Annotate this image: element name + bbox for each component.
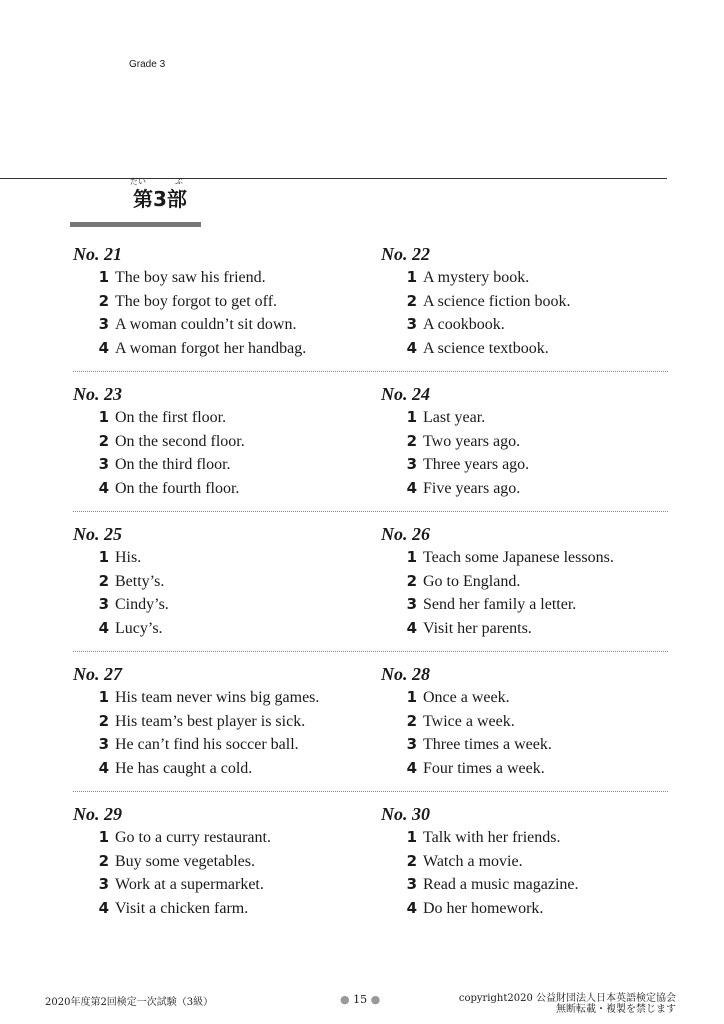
question-number: No. 24: [381, 384, 430, 404]
choice-number: 2: [98, 711, 109, 730]
page-dot-right: ●: [370, 993, 381, 1006]
question-row: [73, 802, 673, 942]
choice-text: Watch a movie.: [423, 852, 523, 870]
choice-number: 1: [406, 268, 417, 286]
choice-number: 3: [98, 315, 109, 333]
choice-number: 1: [98, 408, 109, 426]
question-grid: [73, 242, 673, 942]
question-number: No. 29: [73, 804, 122, 824]
question-block: [73, 662, 373, 780]
choice-text: Last year.: [423, 409, 486, 426]
question-row: [73, 242, 673, 382]
choice-text: Three times a week.: [423, 736, 552, 753]
choice-number: 4: [406, 338, 417, 357]
choice-text: Betty’s.: [115, 572, 165, 590]
question-block: [73, 242, 373, 360]
answer-choice: [381, 337, 681, 361]
question-row: [73, 662, 673, 802]
answer-choice: [381, 546, 681, 570]
answer-choice: [381, 406, 681, 430]
answer-choice: [73, 290, 373, 314]
choice-number: 3: [406, 595, 417, 613]
question-number: No. 30: [381, 804, 430, 824]
ruby-dai: だい: [130, 177, 146, 186]
choice-text: A woman forgot her handbag.: [115, 339, 307, 357]
answer-choice: [73, 453, 373, 477]
answer-choice: [73, 337, 373, 361]
choice-text: Do her homework.: [423, 899, 544, 917]
answer-choice: [381, 826, 681, 850]
answer-choice: [381, 733, 681, 757]
choice-text: His.: [115, 549, 142, 566]
page-number: [340, 993, 380, 1006]
choice-number: 4: [98, 758, 109, 777]
dotted-separator: [73, 651, 668, 652]
answer-choice: [381, 686, 681, 710]
choice-text: Work at a supermarket.: [115, 876, 264, 893]
choice-number: 3: [98, 595, 109, 613]
answer-choice: [73, 593, 373, 617]
question-block: [381, 662, 681, 780]
copyright-line: copyright2020 公益財団法人日本英語検定協会: [458, 993, 676, 1004]
choice-text: The boy saw his friend.: [115, 269, 266, 286]
answer-choice: [381, 617, 681, 641]
answer-choice: [381, 313, 681, 337]
choice-number: 4: [98, 898, 109, 917]
answer-choice: [381, 757, 681, 781]
answer-choice: [73, 710, 373, 734]
choice-number: 2: [98, 851, 109, 870]
question-row: [73, 522, 673, 662]
choice-text: Visit her parents.: [423, 619, 532, 637]
choice-text: Four times a week.: [423, 759, 545, 777]
choice-text: Teach some Japanese lessons.: [423, 549, 614, 566]
choice-text: He has caught a cold.: [115, 759, 253, 777]
choice-text: A cookbook.: [423, 316, 505, 333]
page-dot-left: ●: [340, 993, 350, 1006]
answer-choice: [381, 873, 681, 897]
choice-text: On the second floor.: [115, 432, 245, 450]
question-block: [73, 382, 373, 500]
choice-number: 2: [406, 431, 417, 450]
answer-choice: [381, 430, 681, 454]
question-number: No. 22: [381, 244, 430, 264]
choice-text: Go to a curry restaurant.: [115, 829, 271, 846]
answer-choice: [381, 593, 681, 617]
section-title: [130, 177, 187, 211]
dotted-separator: [73, 511, 668, 512]
answer-choice: [73, 757, 373, 781]
choice-number: 3: [98, 735, 109, 753]
question-block: [381, 522, 681, 640]
answer-choice: [73, 477, 373, 501]
section-title-text: 第3部: [133, 187, 187, 211]
choice-number: 2: [406, 571, 417, 590]
choice-text: His team’s best player is sick.: [115, 712, 306, 730]
question-block: [73, 802, 373, 920]
answer-choice: [381, 266, 681, 290]
choice-text: Two years ago.: [423, 432, 521, 450]
choice-number: 4: [406, 898, 417, 917]
choice-number: 1: [98, 268, 109, 286]
choice-text: Three years ago.: [423, 456, 530, 473]
answer-choice: [73, 546, 373, 570]
question-row: [73, 382, 673, 522]
answer-choice: [73, 430, 373, 454]
answer-choice: [381, 290, 681, 314]
choice-number: 4: [406, 618, 417, 637]
choice-text: Read a music magazine.: [423, 876, 579, 893]
choice-text: On the first floor.: [115, 409, 227, 426]
answer-choice: [73, 686, 373, 710]
question-number: No. 23: [73, 384, 122, 404]
dotted-separator: [73, 371, 668, 372]
dotted-separator: [73, 791, 668, 792]
top-divider: [0, 178, 667, 179]
question-block: [381, 802, 681, 920]
choice-number: 1: [406, 688, 417, 706]
choice-text: He can’t find his soccer ball.: [115, 736, 299, 753]
choice-text: A woman couldn’t sit down.: [115, 316, 297, 333]
answer-choice: [73, 873, 373, 897]
choice-number: 4: [98, 338, 109, 357]
choice-text: The boy forgot to get off.: [115, 292, 278, 310]
footer-copyright: [459, 993, 676, 1015]
question-number: No. 26: [381, 524, 430, 544]
choice-number: 2: [98, 571, 109, 590]
answer-choice: [381, 850, 681, 874]
answer-choice: [381, 477, 681, 501]
answer-choice: [73, 406, 373, 430]
choice-number: 3: [406, 735, 417, 753]
question-number: No. 21: [73, 244, 122, 264]
answer-choice: [73, 897, 373, 921]
choice-text: His team never wins big games.: [115, 689, 320, 706]
choice-text: On the third floor.: [115, 456, 231, 473]
answer-choice: [73, 733, 373, 757]
choice-text: Send her family a letter.: [423, 596, 577, 613]
choice-text: Twice a week.: [423, 712, 515, 730]
answer-choice: [73, 570, 373, 594]
footer-exam-info: 2020年度第2回検定一次試験（3級）: [45, 997, 214, 1008]
choice-number: 3: [406, 455, 417, 473]
answer-choice: [73, 313, 373, 337]
choice-number: 3: [406, 875, 417, 893]
choice-number: 4: [98, 618, 109, 637]
choice-number: 1: [406, 828, 417, 846]
choice-text: Once a week.: [423, 689, 510, 706]
choice-number: 2: [98, 431, 109, 450]
choice-number: 1: [98, 828, 109, 846]
choice-number: 4: [98, 478, 109, 497]
choice-text: Talk with her friends.: [423, 829, 561, 846]
choice-text: A science textbook.: [423, 339, 549, 357]
question-number: No. 28: [381, 664, 430, 684]
choice-text: A science fiction book.: [423, 292, 571, 310]
page-number-text: 15: [353, 993, 368, 1006]
answer-choice: [381, 453, 681, 477]
choice-number: 4: [406, 478, 417, 497]
question-number: No. 27: [73, 664, 122, 684]
answer-choice: [381, 570, 681, 594]
choice-number: 1: [98, 688, 109, 706]
answer-choice: [73, 617, 373, 641]
answer-choice: [73, 850, 373, 874]
answer-choice: [73, 266, 373, 290]
choice-text: Go to England.: [423, 572, 521, 590]
choice-number: 3: [406, 315, 417, 333]
reproduction-notice: 無断転載・複製を禁じます: [556, 1004, 676, 1015]
choice-text: Five years ago.: [423, 479, 521, 497]
answer-choice: [381, 897, 681, 921]
question-block: [73, 522, 373, 640]
choice-number: 2: [406, 711, 417, 730]
choice-text: On the fourth floor.: [115, 479, 240, 497]
choice-text: Cindy’s.: [115, 596, 169, 613]
choice-number: 1: [406, 408, 417, 426]
question-block: [381, 242, 681, 360]
section-underline: [70, 222, 201, 227]
grade-label: Grade 3: [129, 59, 166, 70]
ruby-bu: ぶ: [175, 177, 183, 186]
answer-choice: [381, 710, 681, 734]
answer-choice: [73, 826, 373, 850]
question-number: No. 25: [73, 524, 122, 544]
choice-number: 3: [98, 455, 109, 473]
choice-number: 2: [406, 291, 417, 310]
choice-number: 2: [406, 851, 417, 870]
choice-number: 1: [98, 548, 109, 566]
choice-number: 2: [98, 291, 109, 310]
choice-text: Visit a chicken farm.: [115, 899, 249, 917]
choice-text: A mystery book.: [423, 269, 530, 286]
choice-text: Buy some vegetables.: [115, 852, 255, 870]
choice-number: 3: [98, 875, 109, 893]
choice-number: 4: [406, 758, 417, 777]
question-block: [381, 382, 681, 500]
choice-number: 1: [406, 548, 417, 566]
choice-text: Lucy’s.: [115, 619, 163, 637]
